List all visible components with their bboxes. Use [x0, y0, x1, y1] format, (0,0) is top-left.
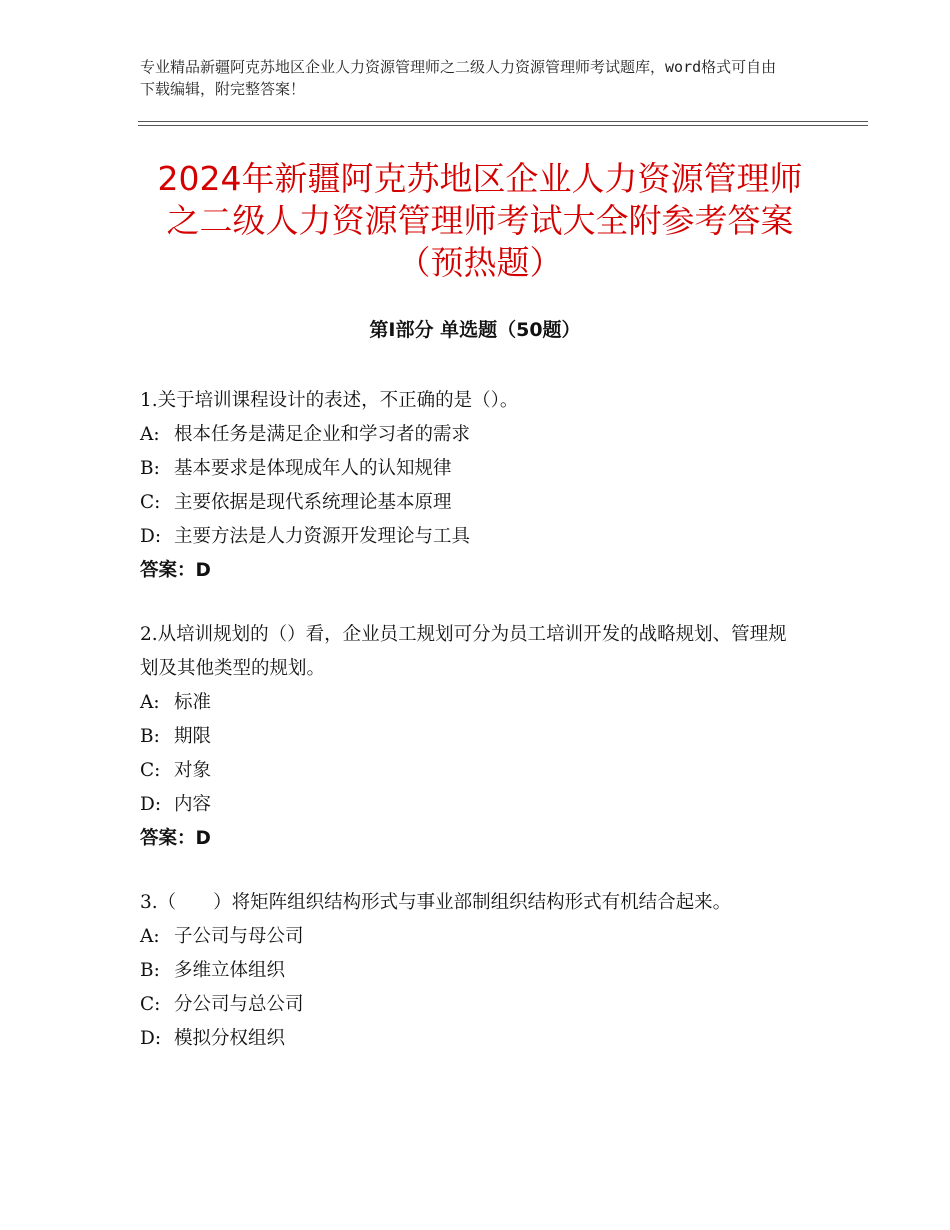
question-1 [140, 384, 800, 588]
option-key: B: [140, 960, 160, 981]
option-key: B: [140, 726, 160, 747]
option-text: 主要方法是人力资源开发理论与工具 [174, 526, 471, 547]
question-stem: 3.（ ）将矩阵组织结构形式与事业部制组织结构形式有机结合起来。 [140, 892, 732, 913]
option-c [140, 988, 800, 1022]
option-text: 根本任务是满足企业和学习者的需求 [174, 424, 471, 445]
title-line: （预热题） [397, 243, 563, 282]
option-d [140, 1022, 800, 1056]
option-c [140, 486, 800, 520]
option-d [140, 788, 800, 822]
answer: 答案：D [140, 828, 211, 849]
option-key: A: [140, 424, 160, 445]
option-key: C: [140, 994, 161, 1015]
answer: 答案：D [140, 560, 211, 581]
option-text: 分公司与总公司 [174, 994, 304, 1015]
option-a [140, 418, 800, 452]
title-line: 2024年新疆阿克苏地区企业人力资源管理师 [157, 159, 803, 198]
option-c [140, 754, 800, 788]
option-text: 主要依据是现代系统理论基本原理 [174, 492, 452, 513]
option-key: A: [140, 926, 160, 947]
option-a [140, 920, 800, 954]
option-text: 标准 [174, 692, 212, 713]
option-key: D: [140, 526, 162, 547]
question-2 [140, 618, 800, 856]
question-stem: 1.关于培训课程设计的表述，不正确的是（）。 [140, 390, 519, 411]
option-key: B: [140, 458, 160, 479]
option-b [140, 720, 800, 754]
question-stem: 2.从培训规划的（）看，企业员工规划可分为员工培训开发的战略规划、管理规划及其他类型的规划。 [140, 624, 787, 679]
option-b [140, 954, 800, 988]
option-text: 对象 [174, 760, 212, 781]
option-text: 子公司与母公司 [174, 926, 304, 947]
option-text: 内容 [174, 794, 212, 815]
header-note: 专业精品新疆阿克苏地区企业人力资源管理师之二级人力资源管理师考试题库，word格式可自由下载编辑，附完整答案！ [140, 58, 777, 98]
option-key: A: [140, 692, 160, 713]
option-key: D: [140, 794, 162, 815]
question-3 [140, 886, 800, 1056]
option-a [140, 686, 800, 720]
option-text: 基本要求是体现成年人的认知规律 [174, 458, 452, 479]
option-key: C: [140, 760, 161, 781]
section-heading: 第Ⅰ部分 单选题（50题） [369, 319, 581, 341]
option-key: C: [140, 492, 161, 513]
title-line: 之二级人力资源管理师考试大全附参考答案 [166, 201, 794, 240]
option-key: D: [140, 1028, 162, 1049]
option-d [140, 520, 800, 554]
header-divider-2 [138, 125, 868, 126]
option-b [140, 452, 800, 486]
question-list [140, 384, 800, 1086]
option-text: 多维立体组织 [174, 960, 286, 981]
option-text: 期限 [174, 726, 212, 747]
option-text: 模拟分权组织 [174, 1028, 286, 1049]
document-title [120, 158, 840, 284]
header-divider [138, 121, 868, 122]
